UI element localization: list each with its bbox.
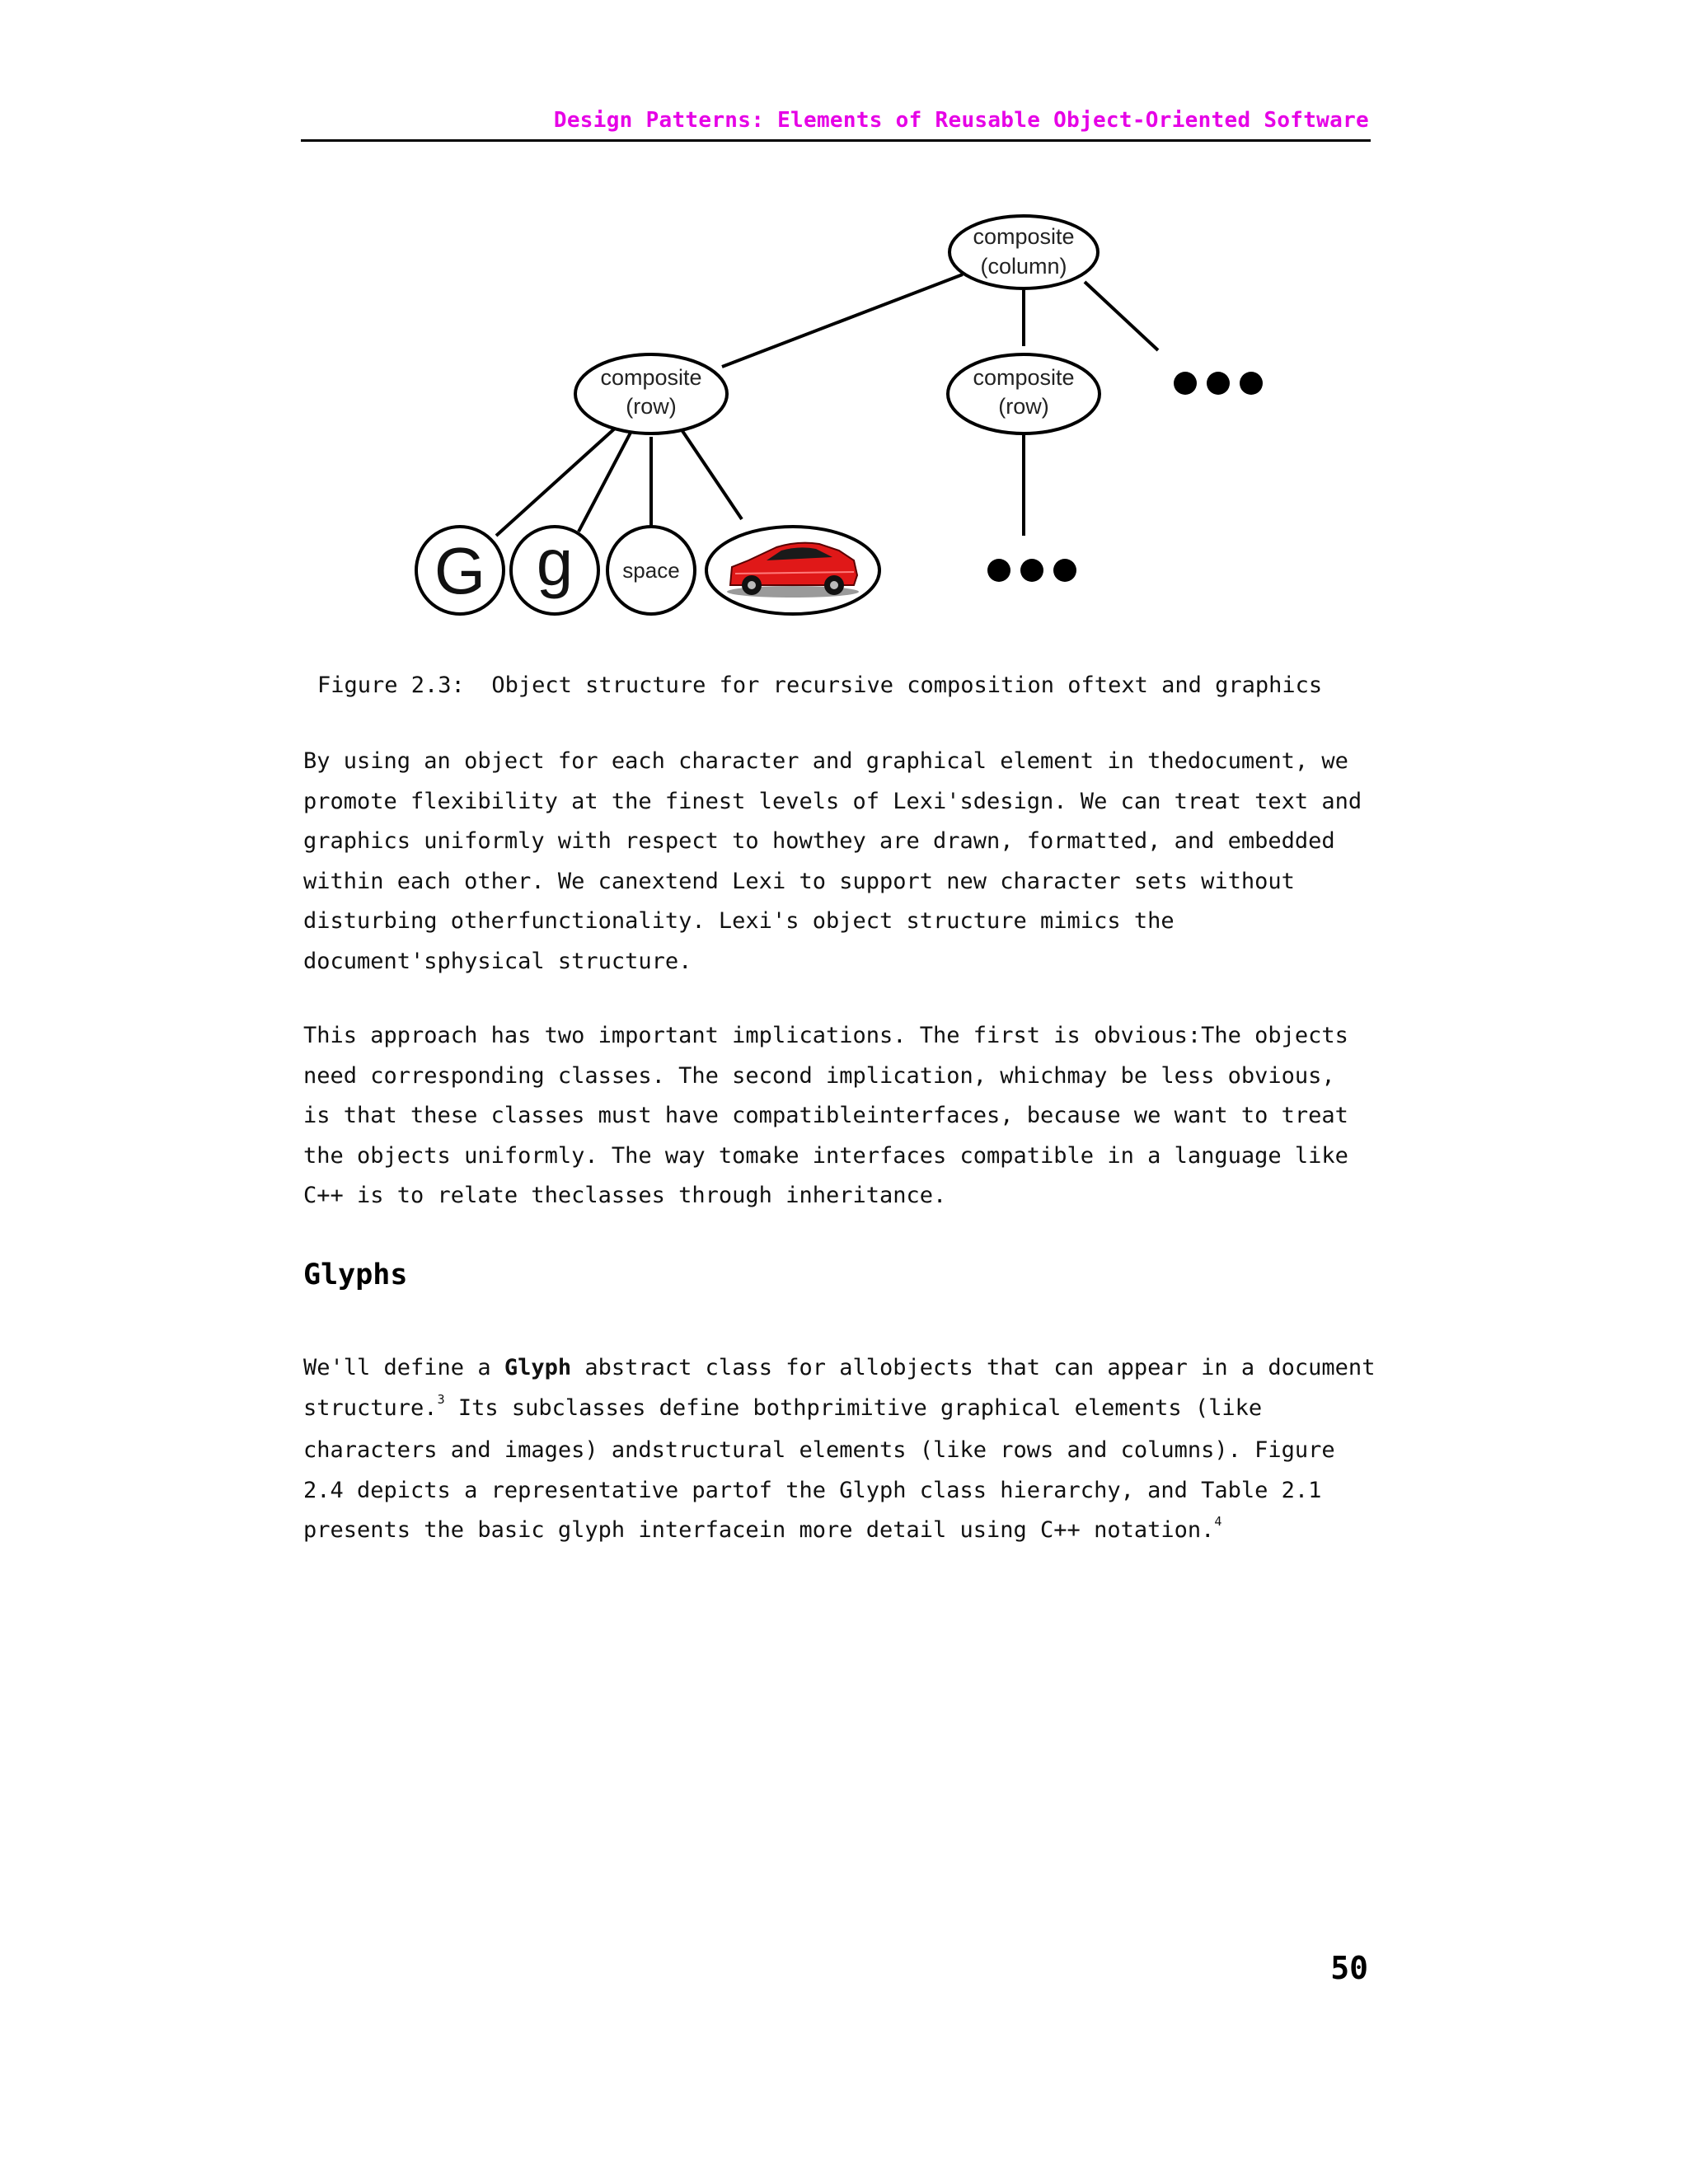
row-node-left-label-1: composite <box>600 365 702 390</box>
row-node-left <box>575 354 727 434</box>
paragraph-2-line: need corresponding classes. The second implication, whichmay be less obvious, <box>303 1062 1335 1089</box>
footnote-ref-3[interactable]: 3 <box>437 1391 445 1407</box>
paragraph-3-text: presents the basic glyph interfacein more detail using C++ notation. <box>303 1517 1215 1543</box>
paragraph-1-line: graphics uniformly with respect to howthey are drawn, formatted, and embedded <box>303 828 1335 854</box>
object-structure-figure <box>404 198 1294 626</box>
root-node <box>950 216 1098 288</box>
row-node-right <box>948 354 1100 434</box>
leaf-g-glyph: g <box>536 526 574 599</box>
paragraph-2 <box>303 1016 1375 1216</box>
paragraph-3 <box>303 1348 1375 1554</box>
row-node-right-label-1: composite <box>973 365 1075 390</box>
paragraph-3-line <box>303 1389 1375 1432</box>
leaf-g <box>511 526 598 614</box>
leaf-G <box>416 527 504 614</box>
paragraph-3-line: characters and images) andstructural elements (like rows and columns). Figure <box>303 1437 1335 1463</box>
footnote-ref-4[interactable]: 4 <box>1214 1514 1222 1529</box>
ellipsis-dots-lower <box>987 559 1076 582</box>
figure-caption: Figure 2.3: Object structure for recursive composition oftext and graphics <box>317 673 1323 698</box>
page-number: 50 <box>1330 1950 1368 1986</box>
edge-root-to-ellipsis <box>1085 282 1158 350</box>
edge-row-to-G <box>496 427 617 536</box>
leaf-space-label: space <box>622 558 680 583</box>
object-structure-diagram <box>404 198 1294 626</box>
paragraph-3-text: We'll define a <box>303 1355 504 1380</box>
paragraph-3-text: Its subclasses define bothprimitive graphical elements (like <box>444 1394 1263 1421</box>
paragraph-1-line: document'sphysical structure. <box>303 948 692 974</box>
paragraph-2-line: This approach has two important implications. The first is obvious:The objects <box>303 1023 1348 1048</box>
glyph-class-name: Glyph <box>504 1355 572 1380</box>
row-node-left-label-2: (row) <box>626 394 677 419</box>
edge-row-to-car <box>682 431 742 519</box>
paragraph-2-line: is that these classes must have compatibleinterfaces, because we want to treat <box>303 1103 1348 1128</box>
edge-row-to-g <box>579 433 631 532</box>
paragraph-1-line: within each other. We canextend Lexi to support new character sets without <box>303 868 1295 894</box>
paragraph-1 <box>303 742 1375 982</box>
root-node-label-2: (column) <box>980 254 1067 279</box>
running-header-title: Design Patterns: Elements of Reusable Object-Oriented Software <box>553 108 1369 133</box>
paragraph-1-line: By using an object for each character and graphical element in thedocument, we <box>303 748 1348 774</box>
leaf-car-image <box>706 527 879 614</box>
leaf-G-glyph: G <box>434 534 486 607</box>
paragraph-1-line: disturbing otherfunctionality. Lexi's object structure mimics the <box>303 908 1175 934</box>
paragraph-3-line: 2.4 depicts a representative partof the Glyph class hierarchy, and Table 2.1 <box>303 1477 1322 1503</box>
row-node-right-label-2: (row) <box>998 394 1049 419</box>
paragraph-3-text: abstract class for allobjects that can appear in a document <box>571 1355 1376 1380</box>
paragraph-2-line: the objects uniformly. The way tomake interfaces compatible in a language like <box>303 1142 1348 1169</box>
ellipsis-dots-upper <box>1174 372 1263 395</box>
paragraph-3-line <box>303 1511 1375 1554</box>
section-heading-glyphs: Glyphs <box>303 1258 408 1291</box>
leaf-space <box>607 527 695 614</box>
paragraph-2-line: C++ is to relate theclasses through inheritance. <box>303 1183 947 1208</box>
edge-root-to-row-left <box>722 274 963 367</box>
paragraph-3-line <box>303 1348 1375 1389</box>
paragraph-1-line: promote flexibility at the finest levels of Lexi'sdesign. We can treat text and <box>303 788 1362 814</box>
root-node-label-1: composite <box>973 224 1075 249</box>
paragraph-3-text: structure. <box>303 1394 438 1421</box>
header-rule <box>301 139 1371 142</box>
